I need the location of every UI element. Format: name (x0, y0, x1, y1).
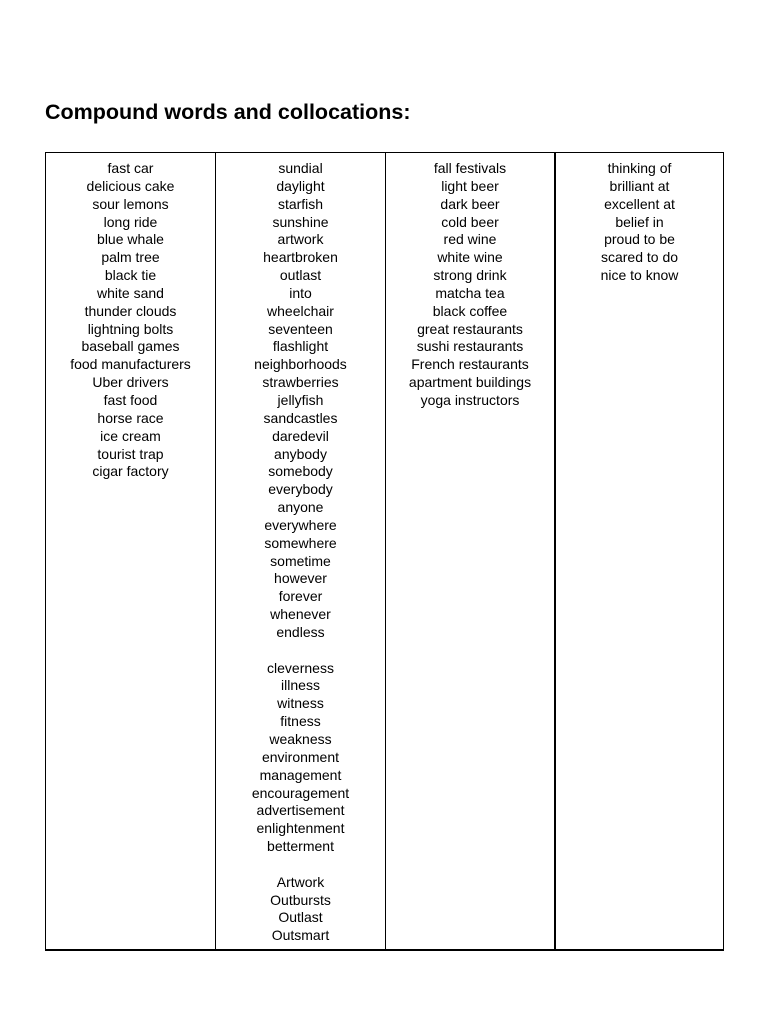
list-item: sundial (278, 160, 323, 176)
list-item: whenever (270, 606, 331, 623)
list-item: fast car (107, 160, 154, 176)
list-item: sunshine (272, 213, 329, 230)
list-item: anyone (277, 499, 324, 516)
list-item: delicious cake (86, 177, 175, 194)
list-item: Uber drivers (92, 374, 169, 391)
list-item: Outsmart (271, 927, 330, 944)
list-item: illness (281, 677, 320, 694)
list-item: somebody (268, 463, 333, 480)
list-item: daylight (276, 177, 325, 194)
list-item: neighborhoods (254, 356, 347, 373)
list-item: flashlight (272, 338, 329, 355)
list-item: sour lemons (92, 195, 169, 212)
list-item: somewhere (264, 534, 337, 551)
list-item: anybody (274, 445, 327, 462)
list-item: into (289, 284, 312, 301)
list-item: Artwork (276, 873, 325, 890)
list-item: black tie (104, 267, 157, 284)
list-item: artwork (277, 231, 324, 248)
list-item: dark beer (440, 195, 500, 212)
list-item: wheelchair (267, 302, 334, 319)
list-item: blue whale (97, 231, 164, 248)
list-item: environment (261, 748, 340, 765)
list-item: lightning bolts (87, 320, 174, 337)
list-item: fall festivals (433, 160, 507, 176)
list-item: sandcastles (263, 409, 338, 426)
list-item: Outbursts (270, 891, 331, 908)
page-title: Compound words and collocations: (45, 100, 411, 124)
list-item: belief in (615, 213, 664, 230)
list-item: matcha tea (435, 284, 505, 301)
word-table (45, 152, 724, 951)
list-item: sometime (270, 552, 331, 569)
list-item: food manufacturers (70, 356, 191, 373)
list-item: encouragement (251, 784, 350, 801)
list-item: advertisement (256, 802, 345, 819)
list-item: thinking of (607, 160, 672, 176)
list-item (216, 856, 385, 874)
list-item: starfish (277, 195, 324, 212)
list-item: enlightenment (256, 820, 345, 837)
list-item: everywhere (264, 516, 337, 533)
table-column-4 (556, 153, 723, 949)
list-item: light beer (441, 177, 499, 194)
list-item: brilliant at (609, 177, 670, 194)
list-item: fitness (280, 713, 321, 730)
list-item: tourist trap (97, 445, 164, 462)
list-item: thunder clouds (84, 302, 177, 319)
list-item: outlast (279, 267, 322, 284)
list-item: long ride (103, 213, 158, 230)
list-item: Outlast (278, 909, 323, 926)
list-item: cigar factory (92, 463, 169, 480)
list-item: French restaurants (411, 356, 529, 373)
list-item: cleverness (267, 659, 334, 676)
list-item: baseball games (81, 338, 180, 355)
list-item: heartbroken (263, 249, 338, 266)
list-item: daredevil (272, 427, 329, 444)
list-item: ice cream (100, 427, 161, 444)
list-item: witness (277, 695, 324, 712)
list-item (216, 642, 385, 660)
table-column-1 (46, 153, 216, 949)
list-item: cold beer (441, 213, 499, 230)
list-item: black coffee (432, 302, 508, 319)
list-item: palm tree (101, 249, 160, 266)
list-item: nice to know (600, 267, 679, 284)
table-column-3 (386, 153, 556, 949)
list-item: red wine (443, 231, 497, 248)
list-item: white wine (437, 249, 503, 266)
list-item: however (274, 570, 327, 587)
list-item: everybody (268, 481, 333, 498)
list-item: fast food (103, 391, 158, 408)
list-item: jellyfish (277, 391, 324, 408)
list-item: seventeen (268, 320, 333, 337)
list-item: sushi restaurants (416, 338, 524, 355)
list-item: horse race (97, 409, 164, 426)
list-item: excellent at (604, 195, 675, 212)
list-item: management (259, 766, 342, 783)
list-item: strong drink (433, 267, 507, 284)
list-item: scared to do (600, 249, 679, 266)
list-item: great restaurants (417, 320, 523, 337)
list-item: white sand (97, 284, 164, 301)
list-item: apartment buildings (408, 374, 532, 391)
list-item: proud to be (604, 231, 675, 248)
list-item: strawberries (262, 374, 339, 391)
list-item: forever (278, 588, 323, 605)
list-item: weakness (269, 731, 332, 747)
list-item: yoga instructors (420, 391, 520, 408)
list-item: endless (276, 623, 325, 640)
list-item: betterment (267, 838, 334, 855)
table-column-2 (216, 153, 386, 949)
